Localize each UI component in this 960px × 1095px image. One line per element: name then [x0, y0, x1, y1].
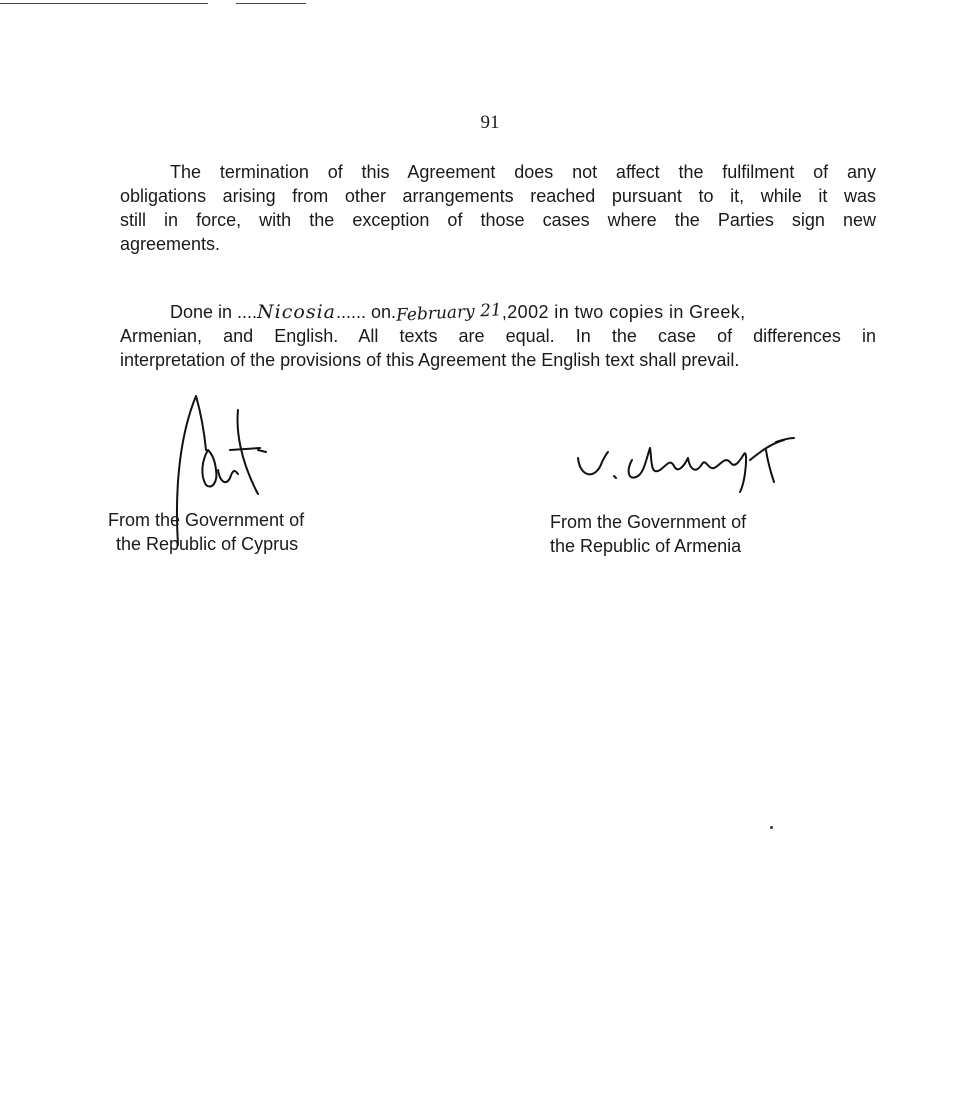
- top-border-rule: [0, 3, 208, 4]
- armenia-signature-caption-line-1: From the Government of: [550, 512, 747, 532]
- stray-mark: [770, 826, 773, 829]
- paragraph-2-line-3: interpretation of the provisions of this Agreement the English text shall prevail.: [120, 350, 740, 370]
- paragraph-1-line-1: The termination of this Agreement does not affect the fulfilment of any: [170, 162, 876, 182]
- top-border-rule: [236, 3, 306, 4]
- paragraph-2-line-1: [170, 300, 876, 325]
- armenia-signature-scrawl: [570, 430, 810, 500]
- armenia-signature-caption-line-2: the Republic of Armenia: [550, 536, 742, 556]
- on-label: on.: [371, 302, 397, 322]
- cyprus-signature-caption-line-2: the Republic of Cyprus: [116, 534, 299, 554]
- handwritten-date: February 21: [395, 300, 503, 326]
- paragraph-2-line-2: Armenian, and English. All texts are equal. In the case of differences in: [120, 326, 876, 346]
- handwritten-place: Nicosia: [257, 301, 336, 323]
- year-and-copies: ,2002 in two copies in Greek,: [501, 302, 746, 322]
- cyprus-signature-caption-line-1: From the Government of: [108, 510, 305, 530]
- paragraph-1-line-2: obligations arising from other arrangements reached pursuant to it, while it was: [120, 186, 876, 206]
- paragraph-1-line-4: agreements.: [120, 234, 221, 254]
- page-number: 91: [480, 112, 500, 133]
- done-in-label: Done in ....: [170, 302, 258, 322]
- place-dots: ......: [335, 302, 366, 322]
- paragraph-1-line-3: still in force, with the exception of those cases where the Parties sign new: [120, 210, 876, 230]
